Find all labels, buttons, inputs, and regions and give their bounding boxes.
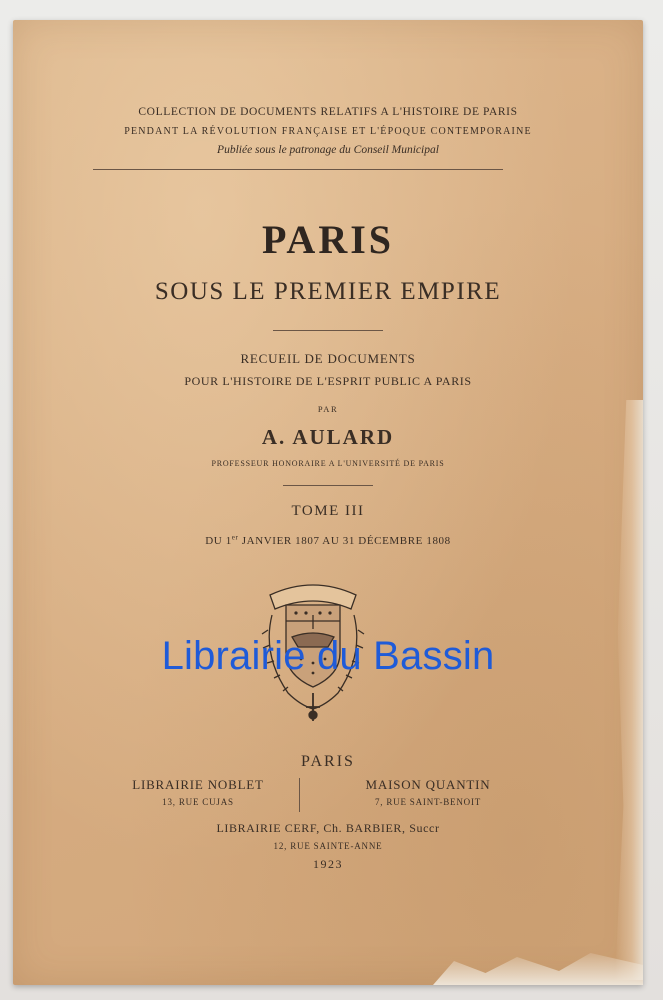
author-name: A. AULARD [261,425,395,449]
torn-edge-bottom [433,945,643,985]
publisher-right-address: 7, RUE SAINT-BENOIT [374,797,482,807]
book-cover [13,20,643,985]
by-label: PAR [317,404,339,414]
date-range-prefix: DU 1 [205,535,232,547]
publisher-left-name: LIBRAIRIE NOBLET [132,777,264,792]
date-range-superscript: er [231,533,239,542]
publisher-divider [299,778,300,812]
publisher-right-name: MAISON QUANTIN [365,777,491,792]
publisher-main-name: LIBRAIRIE CERF, Ch. BARBIER, Succr [216,821,440,835]
bookseller-watermark: Librairie du Bassin [161,634,495,678]
date-range-rest: JANVIER 1807 AU 31 DÉCEMBRE 1808 [238,535,451,547]
collection-line-1: COLLECTION DE DOCUMENTS RELATIFS A L'HISTOIRE DE PARIS [138,106,518,118]
divider-rule [273,330,383,331]
torn-edge-right [615,400,643,980]
author-title: PROFESSEUR HONORAIRE A L'UNIVERSITÉ DE PARIS [211,459,445,468]
divider-rule [93,169,503,170]
book-title: PARIS [261,217,395,262]
publication-year: 1923 [313,857,343,871]
publisher-left-address: 13, RUE CUJAS [162,797,234,807]
publisher-main-address: 12, RUE SAINTE-ANNE [273,841,383,851]
publication-city: PARIS [301,753,355,770]
recueil-line-2: POUR L'HISTOIRE DE L'ESPRIT PUBLIC A PARIS [184,374,472,388]
date-range [13,535,643,547]
collection-line-2: PENDANT LA RÉVOLUTION FRANÇAISE ET L'ÉPOQUE CONTEMPORAINE [124,126,532,137]
divider-rule [283,485,373,486]
collection-line-3: Publiée sous le patronage du Conseil Municipal [217,144,439,156]
recueil-line-1: RECUEIL DE DOCUMENTS [240,351,416,366]
volume-label: TOME III [291,503,365,519]
book-subtitle: SOUS LE PREMIER EMPIRE [154,278,502,305]
